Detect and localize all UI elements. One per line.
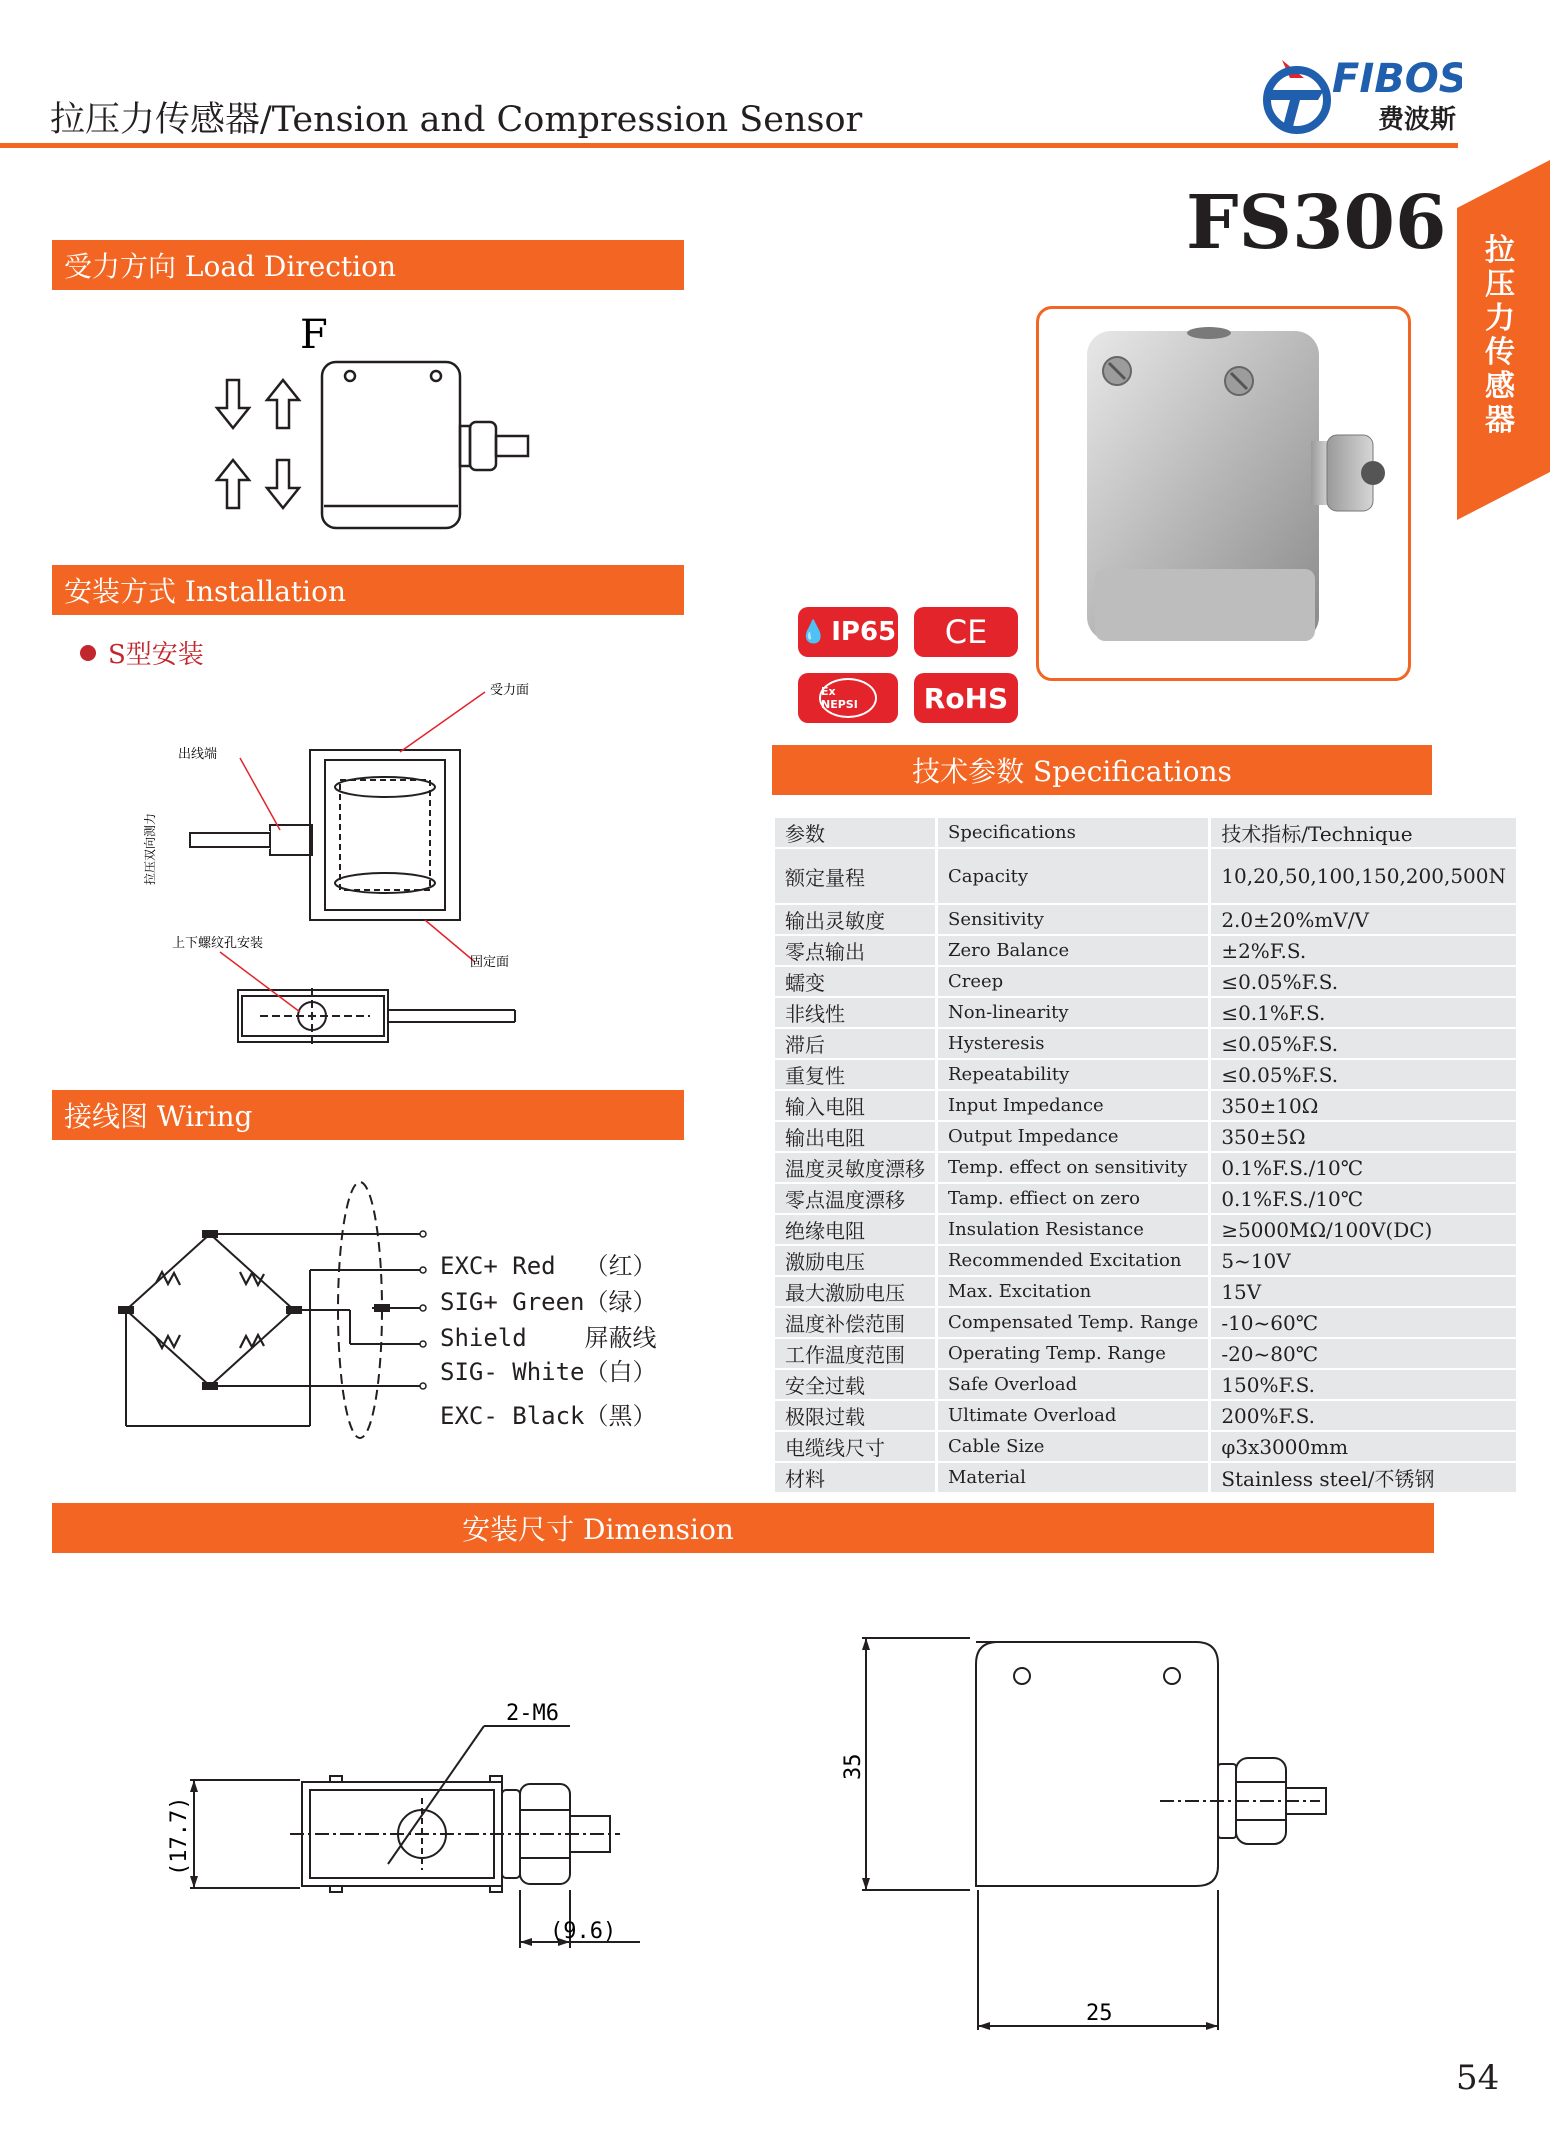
table-cell: 绝缘电阻 <box>775 1215 935 1244</box>
table-cell: Temp. effect on sensitivity <box>935 1153 1211 1182</box>
table-cell: 输入电阻 <box>775 1091 935 1120</box>
header-divider <box>0 143 1458 148</box>
table-row <box>775 1370 1516 1399</box>
table-cell: 工作温度范围 <box>775 1339 935 1368</box>
table-cell: Zero Balance <box>935 936 1211 965</box>
height-label: (17.7) <box>167 1796 192 1876</box>
table-cell: -10~60℃ <box>1211 1308 1516 1337</box>
wire-exc-minus: EXC- Black（黑） <box>440 1402 657 1430</box>
table-cell: ≤0.05%F.S. <box>1211 967 1516 996</box>
table-row <box>775 1060 1516 1089</box>
table-cell: Creep <box>935 967 1211 996</box>
section-installation: 安装方式 Installation <box>52 565 684 615</box>
body-height-label: 35 <box>841 1753 866 1780</box>
installation-type: S型安装 <box>80 634 204 671</box>
table-cell: 滞后 <box>775 1029 935 1058</box>
table-cell: 输出灵敏度 <box>775 905 935 934</box>
table-cell: Cable Size <box>935 1432 1211 1461</box>
table-cell: 350±10Ω <box>1211 1091 1516 1120</box>
table-cell: Max. Excitation <box>935 1277 1211 1306</box>
table-cell: 安全过载 <box>775 1370 935 1399</box>
sensor-body <box>322 362 460 528</box>
table-cell: 0.1%F.S./10℃ <box>1211 1184 1516 1213</box>
table-cell: ±2%F.S. <box>1211 936 1516 965</box>
table-cell: 材料 <box>775 1463 935 1492</box>
table-row <box>775 936 1516 965</box>
table-cell: 10,20,50,100,150,200,500N <box>1211 849 1516 903</box>
table-row <box>775 1184 1516 1213</box>
table-cell: Material <box>935 1463 1211 1492</box>
table-cell: 温度灵敏度漂移 <box>775 1153 935 1182</box>
table-cell: Recommended Excitation <box>935 1246 1211 1275</box>
table-cell: 非线性 <box>775 998 935 1027</box>
offset-label: (9.6) <box>550 1919 617 1944</box>
label-measure: 拉压双向测力 <box>143 812 157 885</box>
table-cell: 零点输出 <box>775 936 935 965</box>
col-header: 技术指标/Technique <box>1211 818 1516 847</box>
body-width-label: 25 <box>1086 2001 1113 2026</box>
table-cell: ≤0.1%F.S. <box>1211 998 1516 1027</box>
table-row <box>775 1029 1516 1058</box>
table-cell: Ultimate Overload <box>935 1401 1211 1430</box>
table-row <box>775 1122 1516 1151</box>
wire-sig-plus: SIG+ Green（绿） <box>440 1288 657 1316</box>
table-row <box>775 1308 1516 1337</box>
table-cell: Compensated Temp. Range <box>935 1308 1211 1337</box>
section-load-direction: 受力方向 Load Direction <box>52 240 684 290</box>
table-cell: 200%F.S. <box>1211 1401 1516 1430</box>
label-force-face: 受力面 <box>490 683 530 698</box>
page-number: 54 <box>1456 2058 1500 2098</box>
arrow-down-icon <box>267 460 299 508</box>
table-cell: φ3x3000mm <box>1211 1432 1516 1461</box>
table-row <box>775 1246 1516 1275</box>
table-row <box>775 849 1516 903</box>
col-header: Specifications <box>935 818 1211 847</box>
table-cell: Repeatability <box>935 1060 1211 1089</box>
side-tab-label: 拉压力传感器 <box>1485 233 1515 438</box>
table-cell: Tamp. effiect on zero <box>935 1184 1211 1213</box>
table-cell: 5~10V <box>1211 1246 1516 1275</box>
wire-sig-minus: SIG- White（白） <box>440 1358 657 1386</box>
table-cell: -20~80℃ <box>1211 1339 1516 1368</box>
dimension-front-view <box>820 1620 1380 2040</box>
front-body <box>976 1642 1218 1886</box>
label-fixed-face: 固定面 <box>470 955 510 970</box>
ex-nepsi-badge: Ex NEPSI <box>798 673 898 723</box>
ip65-badge: 💧 IP65 <box>798 607 898 657</box>
model-number: FS306 <box>1186 180 1447 266</box>
installation-diagram <box>130 670 550 1070</box>
table-cell: 零点温度漂移 <box>775 1184 935 1213</box>
table-row <box>775 1463 1516 1492</box>
table-cell: 重复性 <box>775 1060 935 1089</box>
wire-shield: Shield 屏蔽线 <box>440 1324 657 1352</box>
table-cell: Capacity <box>935 849 1211 903</box>
rohs-badge: RoHS <box>914 673 1018 723</box>
table-row <box>775 1339 1516 1368</box>
brand-cn: 费波斯 <box>1378 105 1457 135</box>
table-cell: 最大激励电压 <box>775 1277 935 1306</box>
table-cell: ≤0.05%F.S. <box>1211 1060 1516 1089</box>
table-row <box>775 1153 1516 1182</box>
table-row <box>775 1277 1516 1306</box>
section-specifications: 技术参数 Specifications <box>772 745 1432 795</box>
page-header-title: 拉压力传感器/Tension and Compression Sensor <box>50 100 863 140</box>
table-cell: Operating Temp. Range <box>935 1339 1211 1368</box>
table-cell: 极限过载 <box>775 1401 935 1430</box>
table-cell: Safe Overload <box>935 1370 1211 1399</box>
table-cell: Insulation Resistance <box>935 1215 1211 1244</box>
table-header-row <box>775 818 1516 847</box>
load-direction-diagram <box>200 300 560 540</box>
table-cell: 额定量程 <box>775 849 935 903</box>
label-cable-end: 出线端 <box>178 747 218 762</box>
table-cell: ≤0.05%F.S. <box>1211 1029 1516 1058</box>
table-cell: 0.1%F.S./10℃ <box>1211 1153 1516 1182</box>
table-row <box>775 998 1516 1027</box>
table-row <box>775 1401 1516 1430</box>
col-header: 参数 <box>775 818 935 847</box>
dimension-side-view <box>150 1680 710 1980</box>
table-cell: 蠕变 <box>775 967 935 996</box>
section-dimension: 安装尺寸 Dimension <box>52 1503 1434 1553</box>
table-cell: 15V <box>1211 1277 1516 1306</box>
table-cell: 2.0±20%mV/V <box>1211 905 1516 934</box>
table-cell: 电缆线尺寸 <box>775 1432 935 1461</box>
table-cell: Non-linearity <box>935 998 1211 1027</box>
wire-exc-plus: EXC+ Red （红） <box>440 1252 657 1280</box>
product-photo <box>1036 306 1411 681</box>
table-cell: Stainless steel/不锈钢 <box>1211 1463 1516 1492</box>
arrow-down-icon <box>217 380 249 428</box>
label-thread-holes: 上下螺纹孔安装 <box>172 936 264 951</box>
table-row <box>775 1432 1516 1461</box>
s-beam-body <box>310 750 460 920</box>
brand-name: FIBOS <box>1332 56 1462 102</box>
arrow-up-icon <box>267 380 299 428</box>
table-row <box>775 1091 1516 1120</box>
table-cell: 输出电阻 <box>775 1122 935 1151</box>
table-cell: 350±5Ω <box>1211 1122 1516 1151</box>
table-cell: 150%F.S. <box>1211 1370 1516 1399</box>
table-row <box>775 905 1516 934</box>
force-label: F <box>300 312 328 358</box>
table-cell: Output Impedance <box>935 1122 1211 1151</box>
table-cell: Hysteresis <box>935 1029 1211 1058</box>
table-cell: ≥5000MΩ/100V(DC) <box>1211 1215 1516 1244</box>
table-cell: 温度补偿范围 <box>775 1308 935 1337</box>
table-row <box>775 967 1516 996</box>
spec-table <box>775 816 1516 1494</box>
water-drop-icon: 💧 <box>799 619 828 645</box>
table-cell: Input Impedance <box>935 1091 1211 1120</box>
arrow-up-icon <box>217 460 249 508</box>
section-wiring: 接线图 Wiring <box>52 1090 684 1140</box>
table-cell: 激励电压 <box>775 1246 935 1275</box>
ce-badge: CE <box>914 607 1018 657</box>
thread-label: 2-M6 <box>506 1701 559 1726</box>
brand-logo <box>1252 50 1462 140</box>
table-row <box>775 1215 1516 1244</box>
table-cell: Sensitivity <box>935 905 1211 934</box>
